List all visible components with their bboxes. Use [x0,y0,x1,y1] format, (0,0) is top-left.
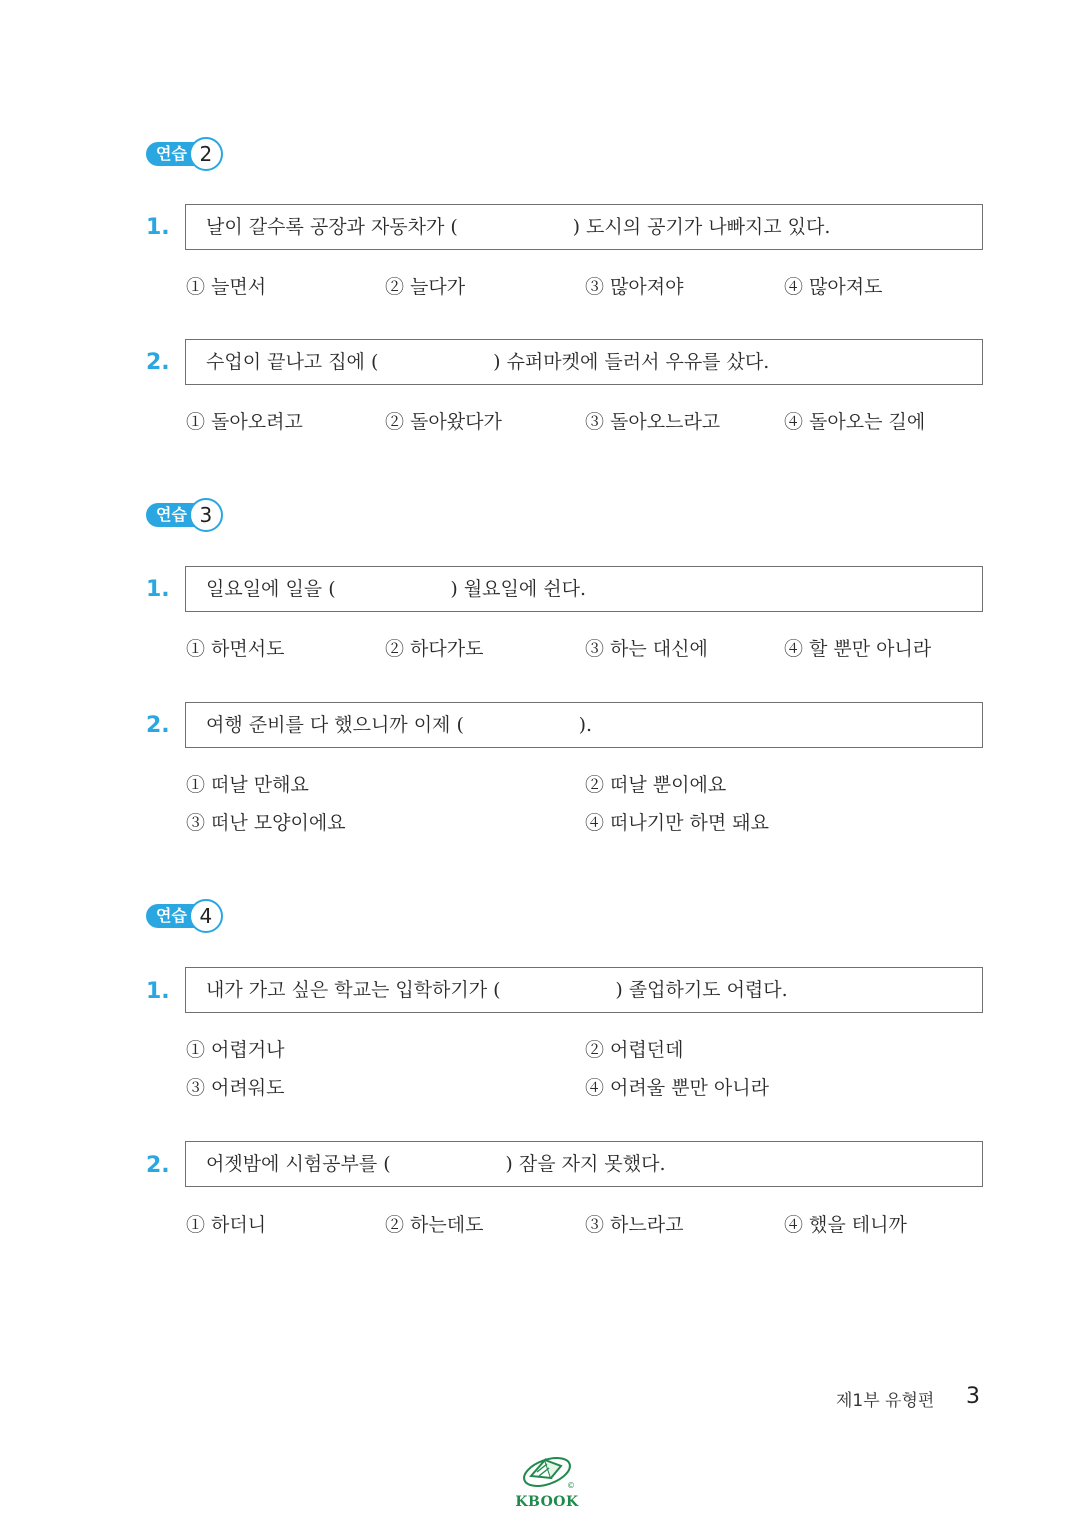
answer-option[interactable]: ① 늘면서 [186,276,267,298]
section-label: 연습 [146,142,195,166]
question-number: 2. [146,713,170,738]
question-box: 어젯밤에 시험공부를 ( ) 잠을 자지 못했다. [185,1141,983,1187]
page-number: 3 [966,1384,980,1409]
answer-option[interactable]: ③ 돌아오느라고 [585,411,721,433]
book-icon [517,1448,577,1492]
section-number: 3 [189,498,223,532]
answer-option[interactable]: ④ 떠나기만 하면 돼요 [585,812,769,834]
part-label: 제1부 유형편 [836,1391,935,1411]
kbook-logo [514,1448,580,1510]
section-badge-3 [146,499,223,531]
answer-option[interactable]: ③ 떠난 모양이에요 [186,812,346,834]
question-box: 수업이 끝나고 집에 ( ) 슈퍼마켓에 들러서 우유를 샀다. [185,339,983,385]
question-box: 날이 갈수록 공장과 자동차가 ( ) 도시의 공기가 나빠지고 있다. [185,204,983,250]
answer-option[interactable]: ③ 하는 대신에 [585,638,708,660]
section-badge-2 [146,138,223,170]
answer-option[interactable]: ③ 어려워도 [186,1077,285,1099]
answer-option[interactable]: ② 하다가도 [385,638,484,660]
logo-text: KBOOK [515,1494,579,1510]
section-label: 연습 [146,904,195,928]
answer-option[interactable]: ② 돌아왔다가 [385,411,502,433]
section-badge-4 [146,900,223,932]
question-number: 1. [146,577,170,602]
answer-option[interactable]: ① 돌아오려고 [186,411,303,433]
answer-option[interactable]: ④ 어려울 뿐만 아니라 [585,1077,769,1099]
question-number: 2. [146,350,170,375]
answer-option[interactable]: ① 어렵거나 [186,1039,285,1061]
section-number: 2 [189,137,223,171]
answer-option[interactable]: ③ 많아져야 [585,276,684,298]
answer-option[interactable]: ② 떠날 뿐이에요 [585,774,727,796]
answer-option[interactable]: ② 늘다가 [385,276,466,298]
answer-option[interactable]: ④ 할 뿐만 아니라 [784,638,932,660]
question-box: 일요일에 일을 ( ) 월요일에 쉰다. [185,566,983,612]
answer-option[interactable]: ④ 돌아오는 길에 [784,411,926,433]
question-number: 1. [146,979,170,1004]
copyright-mark: © [567,1481,575,1490]
question-number: 1. [146,215,170,240]
section-number: 4 [189,899,223,933]
answer-option[interactable]: ① 떠날 만해요 [186,774,309,796]
answer-option[interactable]: ② 하는데도 [385,1214,484,1236]
answer-option[interactable]: ③ 하느라고 [585,1214,684,1236]
answer-option[interactable]: ④ 많아져도 [784,276,883,298]
answer-option[interactable]: ① 하면서도 [186,638,285,660]
section-label: 연습 [146,503,195,527]
answer-option[interactable]: ① 하더니 [186,1214,267,1236]
answer-option[interactable]: ④ 했을 테니까 [784,1214,907,1236]
question-number: 2. [146,1153,170,1178]
question-box: 여행 준비를 다 했으니까 이제 ( ). [185,702,983,748]
question-box: 내가 가고 싶은 학교는 입학하기가 ( ) 졸업하기도 어렵다. [185,967,983,1013]
answer-option[interactable]: ② 어렵던데 [585,1039,684,1061]
